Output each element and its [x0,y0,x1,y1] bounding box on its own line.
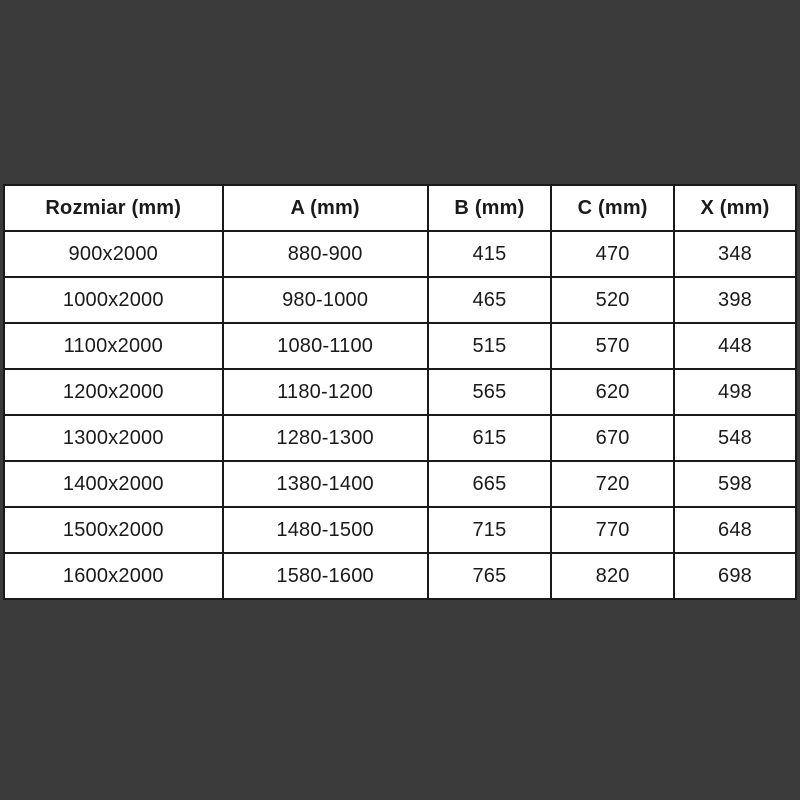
table-body [4,231,796,599]
column-header: C (mm) [551,185,674,231]
table-cell: 980-1000 [223,277,428,323]
column-header: Rozmiar (mm) [4,185,223,231]
table-header-row [4,185,796,231]
table-cell: 900x2000 [4,231,223,277]
table-cell: 498 [674,369,796,415]
table-cell: 548 [674,415,796,461]
table-cell: 1600x2000 [4,553,223,599]
table-cell: 1180-1200 [223,369,428,415]
table-cell: 670 [551,415,674,461]
table-cell: 515 [428,323,552,369]
table-cell: 598 [674,461,796,507]
table-cell: 698 [674,553,796,599]
table-cell: 470 [551,231,674,277]
table-row [4,415,796,461]
table-cell: 715 [428,507,552,553]
table-cell: 565 [428,369,552,415]
column-header: B (mm) [428,185,552,231]
table-row [4,277,796,323]
table-row [4,369,796,415]
table-cell: 520 [551,277,674,323]
table-cell: 720 [551,461,674,507]
table-cell: 1080-1100 [223,323,428,369]
table-cell: 880-900 [223,231,428,277]
table-cell: 1500x2000 [4,507,223,553]
table-cell: 1280-1300 [223,415,428,461]
table-cell: 1480-1500 [223,507,428,553]
table-cell: 465 [428,277,552,323]
table-cell: 1380-1400 [223,461,428,507]
table-cell: 1200x2000 [4,369,223,415]
table-cell: 348 [674,231,796,277]
table-cell: 448 [674,323,796,369]
table-row [4,461,796,507]
table-cell: 570 [551,323,674,369]
table-cell: 615 [428,415,552,461]
table-cell: 1300x2000 [4,415,223,461]
table-cell: 1400x2000 [4,461,223,507]
table-row [4,507,796,553]
table-cell: 415 [428,231,552,277]
column-header: X (mm) [674,185,796,231]
table-row [4,323,796,369]
table-cell: 765 [428,553,552,599]
table-cell: 1580-1600 [223,553,428,599]
size-table-container [3,184,797,600]
table-cell: 770 [551,507,674,553]
table-cell: 1100x2000 [4,323,223,369]
table-cell: 620 [551,369,674,415]
table-cell: 820 [551,553,674,599]
size-table [3,184,797,600]
table-cell: 665 [428,461,552,507]
table-row [4,231,796,277]
table-row [4,553,796,599]
table-cell: 648 [674,507,796,553]
table-cell: 1000x2000 [4,277,223,323]
column-header: A (mm) [223,185,428,231]
table-cell: 398 [674,277,796,323]
